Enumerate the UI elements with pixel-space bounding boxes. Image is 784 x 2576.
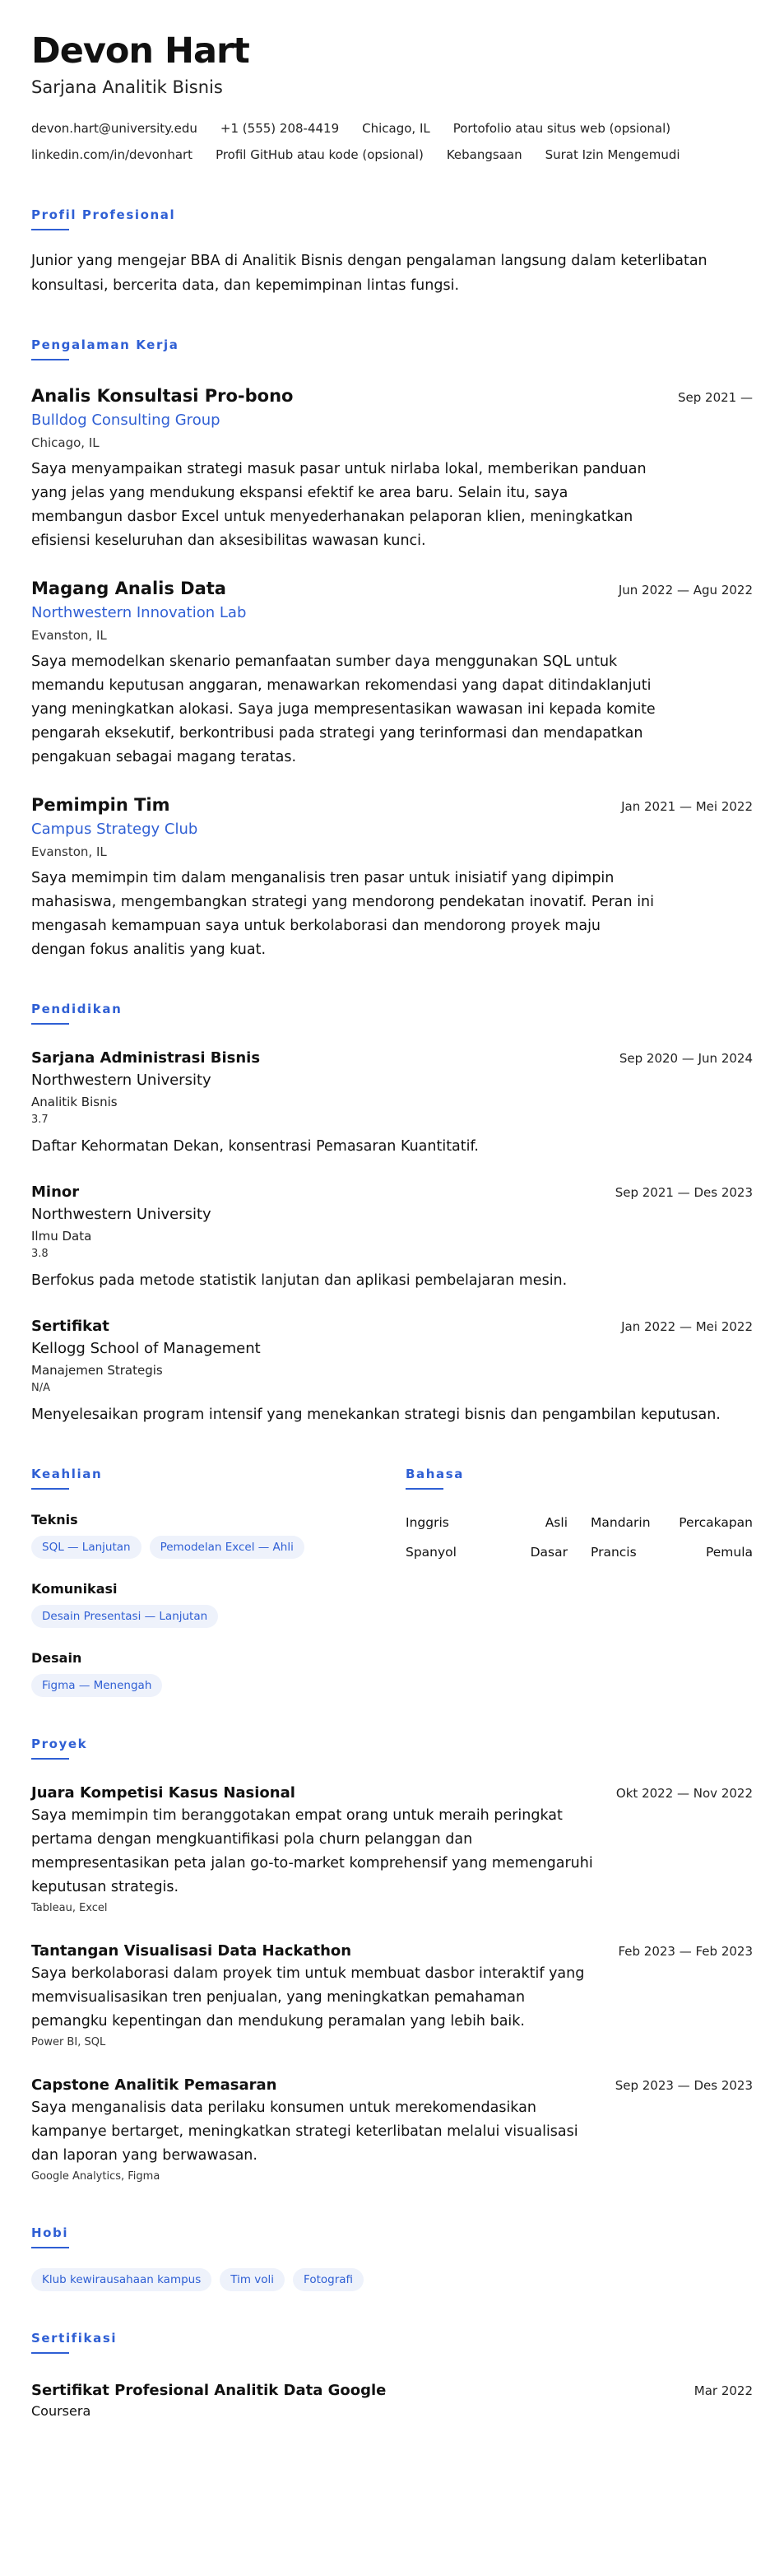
job-date: Jan 2021 — Mei 2022: [621, 799, 753, 814]
section-divider: [31, 2247, 69, 2248]
skill-category: Komunikasi: [31, 1581, 118, 1597]
certification-item: [31, 2380, 753, 2421]
field-of-study: Manajemen Strategis: [31, 1363, 163, 1378]
gpa: 3.7: [31, 1114, 49, 1126]
project-tools: Tableau, Excel: [31, 1902, 108, 1914]
job-description: Saya menyampaikan strategi masuk pasar untuk nirlaba lokal, memberikan panduan yang jelas yang mendukung ekspansi efektif ke area baru. Selain itu, saya membangun dasbor Excel untuk menyederhanakan pelaporan klien, meningkatkan efisiensi keseluruhan dan aksesibilitas wawasan kunci.: [31, 461, 647, 549]
certification-issuer: Coursera: [31, 2403, 91, 2419]
contact-nationality: Kebangsaan: [446, 147, 522, 162]
language-name: Spanyol: [406, 1545, 457, 1560]
job-company: Northwestern Innovation Lab: [31, 604, 247, 621]
skill-tags: [31, 1605, 406, 1628]
job-title: Magang Analis Data: [31, 579, 226, 598]
job-description: Saya memodelkan skenario pemanfaatan sumber daya menggunakan SQL untuk memandu keputusan anggaran, menawarkan rekomendasi yang dapat ditindaklanjuti yang meningkatkan alokasi. Saya juga mempresentasikan wawasan ini kepada komite pengarah eksekutif, berkontribusi pada strategi yang terinformasi dan mendapatkan pengakuan sebagai magang teratas.: [31, 653, 656, 765]
section-heading: Pengalaman Kerja: [31, 337, 179, 352]
job-location: Chicago, IL: [31, 435, 100, 450]
hobby-tag: Fotografi: [293, 2268, 364, 2291]
contact-list: [31, 115, 753, 168]
profile-summary: Junior yang mengejar BBA di Analitik Bisnis dengan pengalaman langsung dalam keterlibatan konsultasi, bercerita data, dan kepemimpinan lintas fungsi.: [31, 253, 707, 294]
section-divider: [31, 229, 69, 230]
skill-tag: Pemodelan Excel — Ahli: [150, 1536, 304, 1559]
hobby-tag: Tim voli: [220, 2268, 285, 2291]
project-tools: Google Analytics, Figma: [31, 2170, 160, 2183]
education-section: [31, 1002, 753, 1427]
hobby-tags: [31, 2268, 753, 2291]
resume-header: [31, 30, 753, 168]
project-description: Saya berkolaborasi dalam proyek tim untuk membuat dasbor interaktif yang memvisualisasikan tren penjualan, yang meningkatkan pemahaman pemangku kepentingan dan mendukung peramalan yang lebih baik.: [31, 1965, 585, 2030]
language-item: [406, 1537, 568, 1567]
contact-github: Profil GitHub atau kode (opsional): [216, 147, 424, 162]
job-description: Saya memimpin tim dalam menganalisis tren pasar untuk inisiatif yang dipimpin mahasiswa, mengembangkan strategi yang mendorong pendekatan inovatif. Peran ini mengasah kemampuan saya untuk berkolaborasi dan mendorong proyek maju dengan fokus analitis yang kuat.: [31, 870, 655, 958]
education-description: Berfokus pada metode statistik lanjutan dan aplikasi pembelajaran mesin.: [31, 1272, 568, 1289]
section-heading: Keahlian: [31, 1467, 103, 1481]
language-name: Inggris: [406, 1515, 449, 1530]
project-title: Tantangan Visualisasi Data Hackathon: [31, 1942, 352, 1960]
job-date: Jun 2022 — Agu 2022: [618, 583, 753, 598]
job-title: Pemimpin Tim: [31, 795, 170, 815]
project-item: [31, 1941, 753, 2052]
project-description: Saya memimpin tim beranggotakan empat orang untuk meraih peringkat pertama dengan mengkuantifikasi pola churn pelanggan dan mempresentasikan peta jalan go-to-market komprehensif yang memengaruhi keputusan strategis.: [31, 1807, 593, 1895]
gpa: 3.8: [31, 1248, 49, 1260]
section-divider: [31, 1488, 69, 1490]
section-heading: Sertifikasi: [31, 2331, 118, 2346]
language-item: [406, 1508, 568, 1537]
skill-tags: [31, 1536, 406, 1559]
section-heading: Pendidikan: [31, 1002, 123, 1016]
job-company: Campus Strategy Club: [31, 821, 198, 838]
project-item: [31, 2075, 753, 2186]
project-description: Saya menganalisis data perilaku konsumen untuk merekomendasikan kampanye bertarget, meningkatkan strategi keterlibatan melalui visualisasi dan laporan yang berwawasan.: [31, 2099, 578, 2164]
job-location: Evanston, IL: [31, 844, 107, 859]
contact-portfolio: Portofolio atau situs web (opsional): [452, 121, 671, 136]
degree-type: Sertifikat: [31, 1318, 109, 1335]
education-description: Menyelesaikan program intensif yang menekankan strategi bisnis dan pengambilan keputusan.: [31, 1407, 721, 1423]
language-level: Asli: [545, 1515, 568, 1530]
project-title: Juara Kompetisi Kasus Nasional: [31, 1784, 295, 1802]
skill-tag: Figma — Menengah: [31, 1674, 162, 1697]
education-item: [31, 1182, 753, 1293]
skill-tag: SQL — Lanjutan: [31, 1536, 141, 1559]
section-divider: [31, 1023, 69, 1025]
job-location: Evanston, IL: [31, 628, 107, 643]
contact-email: devon.hart@university.edu: [31, 121, 197, 136]
language-list: [406, 1508, 753, 1567]
project-date: Sep 2023 — Des 2023: [615, 2078, 753, 2093]
skill-tag: Desain Presentasi — Lanjutan: [31, 1605, 218, 1628]
experience-item: [31, 384, 753, 553]
field-of-study: Ilmu Data: [31, 1229, 92, 1244]
skill-category: Desain: [31, 1650, 82, 1666]
section-divider: [31, 1758, 69, 1760]
school-name: Kellogg School of Management: [31, 1340, 261, 1357]
certification-title: Sertifikat Profesional Analitik Data Google: [31, 2382, 387, 2399]
education-description: Daftar Kehormatan Dekan, konsentrasi Pemasaran Kuantitatif.: [31, 1138, 479, 1155]
project-title: Capstone Analitik Pemasaran: [31, 2076, 277, 2094]
projects-section: [31, 1737, 753, 2186]
experience-section: [31, 337, 753, 962]
language-level: Dasar: [530, 1545, 568, 1560]
section-heading: Hobi: [31, 2225, 69, 2240]
certifications-section: [31, 2331, 753, 2421]
project-date: Feb 2023 — Feb 2023: [618, 1944, 753, 1959]
language-item: [591, 1508, 753, 1537]
gpa: N/A: [31, 1382, 50, 1394]
section-heading: Profil Profesional: [31, 207, 176, 222]
skills-languages-row: [31, 1427, 753, 1697]
contact-location: Chicago, IL: [362, 121, 430, 136]
hobby-tag: Klub kewirausahaan kampus: [31, 2268, 211, 2291]
education-item: [31, 1316, 753, 1427]
languages-section: [406, 1427, 753, 1697]
language-name: Prancis: [591, 1545, 637, 1560]
contact-driving-license: Surat Izin Mengemudi: [545, 147, 680, 162]
school-name: Northwestern University: [31, 1072, 211, 1089]
project-tools: Power BI, SQL: [31, 2036, 106, 2048]
project-item: [31, 1783, 753, 1918]
education-item: [31, 1048, 753, 1159]
job-date: Sep 2021 —: [678, 390, 753, 405]
degree-type: Minor: [31, 1183, 80, 1201]
education-date: Sep 2020 — Jun 2024: [619, 1051, 753, 1066]
field-of-study: Analitik Bisnis: [31, 1095, 118, 1109]
language-name: Mandarin: [591, 1515, 651, 1530]
profile-section: [31, 207, 753, 298]
project-date: Okt 2022 — Nov 2022: [615, 1786, 753, 1801]
section-divider: [406, 1488, 443, 1490]
skills-section: [31, 1427, 406, 1697]
candidate-name: Devon Hart: [31, 30, 249, 72]
experience-item: [31, 576, 753, 770]
language-item: [591, 1537, 753, 1567]
hobbies-section: [31, 2225, 753, 2291]
skill-category: Teknis: [31, 1512, 78, 1527]
skill-tags: [31, 1674, 406, 1697]
section-divider: [31, 2352, 69, 2354]
candidate-title: Sarjana Analitik Bisnis: [31, 77, 223, 97]
certification-date: Mar 2022: [694, 2383, 753, 2398]
school-name: Northwestern University: [31, 1206, 211, 1223]
contact-phone: +1 (555) 208-4419: [220, 121, 340, 136]
section-divider: [31, 359, 69, 360]
experience-item: [31, 793, 753, 962]
section-heading: Bahasa: [406, 1467, 465, 1481]
degree-type: Sarjana Administrasi Bisnis: [31, 1049, 261, 1067]
education-date: Sep 2021 — Des 2023: [615, 1185, 753, 1200]
contact-linkedin: linkedin.com/in/devonhart: [31, 147, 193, 162]
job-title: Analis Konsultasi Pro-bono: [31, 386, 294, 406]
section-heading: Proyek: [31, 1737, 88, 1751]
education-date: Jan 2022 — Mei 2022: [621, 1319, 753, 1334]
language-level: Percakapan: [679, 1515, 753, 1530]
job-company: Bulldog Consulting Group: [31, 412, 220, 429]
language-level: Pemula: [705, 1545, 753, 1560]
